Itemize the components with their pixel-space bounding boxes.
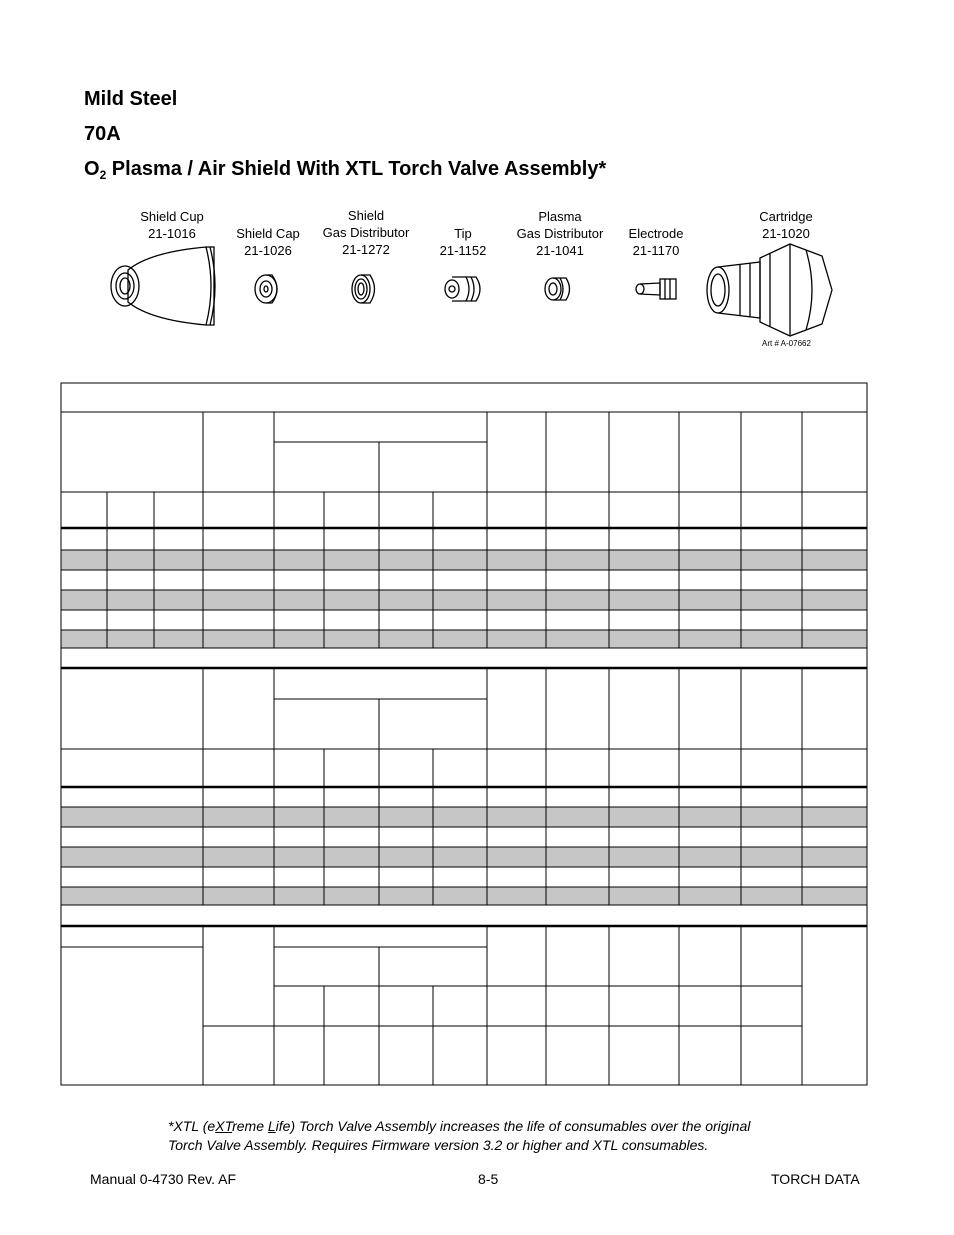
footer-section: TORCH DATA <box>771 1171 860 1187</box>
title-amperage: 70A <box>84 123 121 145</box>
table-outer-border <box>61 383 867 1085</box>
o-letter: O <box>84 158 100 180</box>
footer-manual: Manual 0-4730 Rev. AF <box>90 1171 237 1187</box>
title-gas-setup-text: Plasma / Air Shield With XTL Torch Valve Assembly* <box>106 158 607 180</box>
part-label-shield-cap: Shield Cap 21-1026 <box>236 226 300 258</box>
part-label-tip: Tip 21-1152 <box>439 226 487 258</box>
footer-page-number: 8-5 <box>478 1171 499 1187</box>
part-label-cartridge: Cartridge 21-1020 <box>759 209 813 241</box>
part-label-electrode: Electrode 21-1170 <box>628 226 684 258</box>
part-label-shield-cup: Shield Cup 21-1016 <box>140 209 204 241</box>
title-material: Mild Steel <box>84 88 178 110</box>
table-shaded-rows <box>61 550 867 905</box>
art-number: Art # A-07662 <box>762 339 811 348</box>
o-subscript: 2 <box>99 168 107 182</box>
xtl-footnote: *XTL (eXTreme Life) Torch Valve Assembly increases the life of consumables over the original Torch Valve Assembly. Requires Firmware version 3.2 or higher and XTL consumables. <box>168 1118 751 1153</box>
part-label-plasma-gas-distributor: Plasma Gas Distributor 21-1041 <box>516 209 604 258</box>
part-label-shield-gas-distributor: Shield Gas Distributor 21-1272 <box>322 208 410 257</box>
